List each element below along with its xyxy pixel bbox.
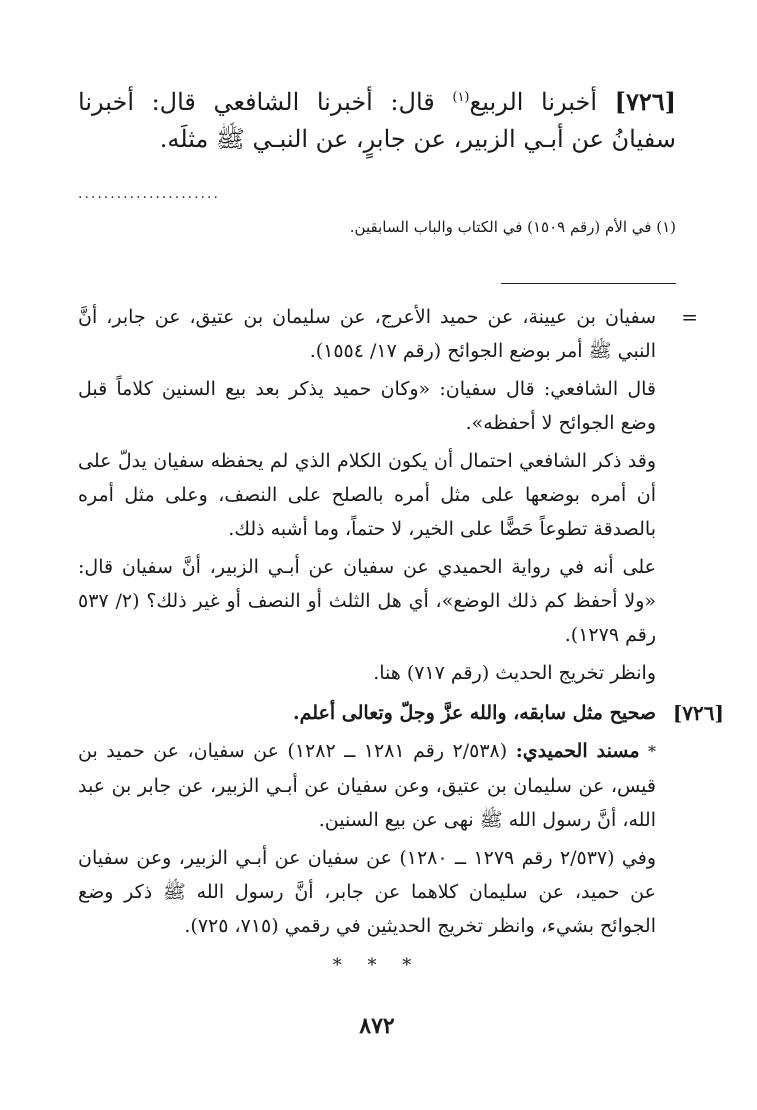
source-text: (٢/٥٣٨ رقم ١٢٨١ ــ ١٢٨٢) عن سفيان، عن حميد بن قيس، عن سليمان بن عتيق، وعن سفيان عن أبـي الزبير، عن جابر بن عبد الله، أنَّ رسول الله ﷺ نهى عن بيع السنين. (78, 740, 656, 831)
page-number: ٨٧٢ (359, 1013, 395, 1039)
takhrij-intro (78, 696, 656, 730)
commentary-paragraph: وقد ذكر الشافعي احتمال أن يكون الكلام الذي لم يحفظه سفيان يدلّ على أن أمره بوضعها على مثل أمره بالصلح على النصف، وعلى مثل أمره بالصدقة تطوعاً حَضًّا على الخير، لا حتماً، وما أشبه ذلك. (78, 450, 656, 540)
takhrij-intro-text: صحيح مثل سابقه، والله عزَّ وجلّ وتعالى أعلم. (293, 702, 656, 724)
book-page (78, 0, 724, 1110)
continuation-mark: = (681, 305, 698, 329)
hadith-number: [٧٢٦] (614, 87, 676, 116)
commentary-rule (501, 283, 676, 284)
footnote-marker[interactable]: (١) (452, 90, 470, 105)
commentary-paragraph: على أنه في رواية الحميدي عن سفيان عن أبـي الزبير، أنَّ سفيان قال: «ولا أحفظ كم ذلك الوضع»، أي هل الثلث أو النصف أو غير ذلك؟ (٢/ ٥٣٧ رقم ١٢٧٩). (78, 556, 656, 646)
source-title: مسند الحميدي: (515, 740, 640, 762)
commentary-paragraph: سفيان بن عيينة، عن حميد الأعرج، عن سليمان بن عتيق، عن جابر، أنَّ النبي ﷺ أمر بوضع الجوائح (رقم ١٧/ ١٥٥٤). (78, 306, 656, 362)
footnote: (١) في الأم (رقم ١٥٠٩) في الكتاب والباب السابقين. (349, 218, 676, 236)
takhrij-block (78, 696, 724, 943)
takhrij-source (78, 734, 656, 837)
commentary-section (78, 300, 724, 947)
takhrij-paragraph: وفي (٢/٥٣٧ رقم ١٢٧٩ ــ ١٢٨٠) عن سفيان عن أبـي الزبير، وعن سفيان عن حميد، عن سليمان كلاهما عن جابر، أنَّ رسول الله ﷺ ذكر وضع الجوائح بشيء، وانظر تخريج الحديثين في رقمي (٧١٥، ٧٢٥). (78, 847, 657, 937)
commentary-paragraph: وانظر تخريج الحديث (رقم ٧١٧) هنا. (373, 662, 656, 684)
star-bullet-icon: * (648, 742, 657, 761)
hadith-text (78, 83, 676, 158)
takhrij-number: [٧٢٦] (672, 701, 724, 725)
section-separator: * * * (332, 955, 422, 976)
commentary-body (78, 300, 698, 690)
hadith-text-part2: قال: أخبرنا الشافعي قال: أخبرنا سفيانُ عن أبـي الزبير، عن جابرٍ، عن النبـي ﷺ مثلَه. (78, 88, 676, 153)
footnote-divider: ...................... (78, 186, 220, 202)
hadith-text-part1: أخبرنا الربيع (469, 88, 597, 116)
commentary-paragraph: قال الشافعي: قال سفيان: «وكان حميد يذكر بعد بيع السنين كلاماً قبل وضع الجوائح لا أحفظه». (78, 378, 656, 434)
